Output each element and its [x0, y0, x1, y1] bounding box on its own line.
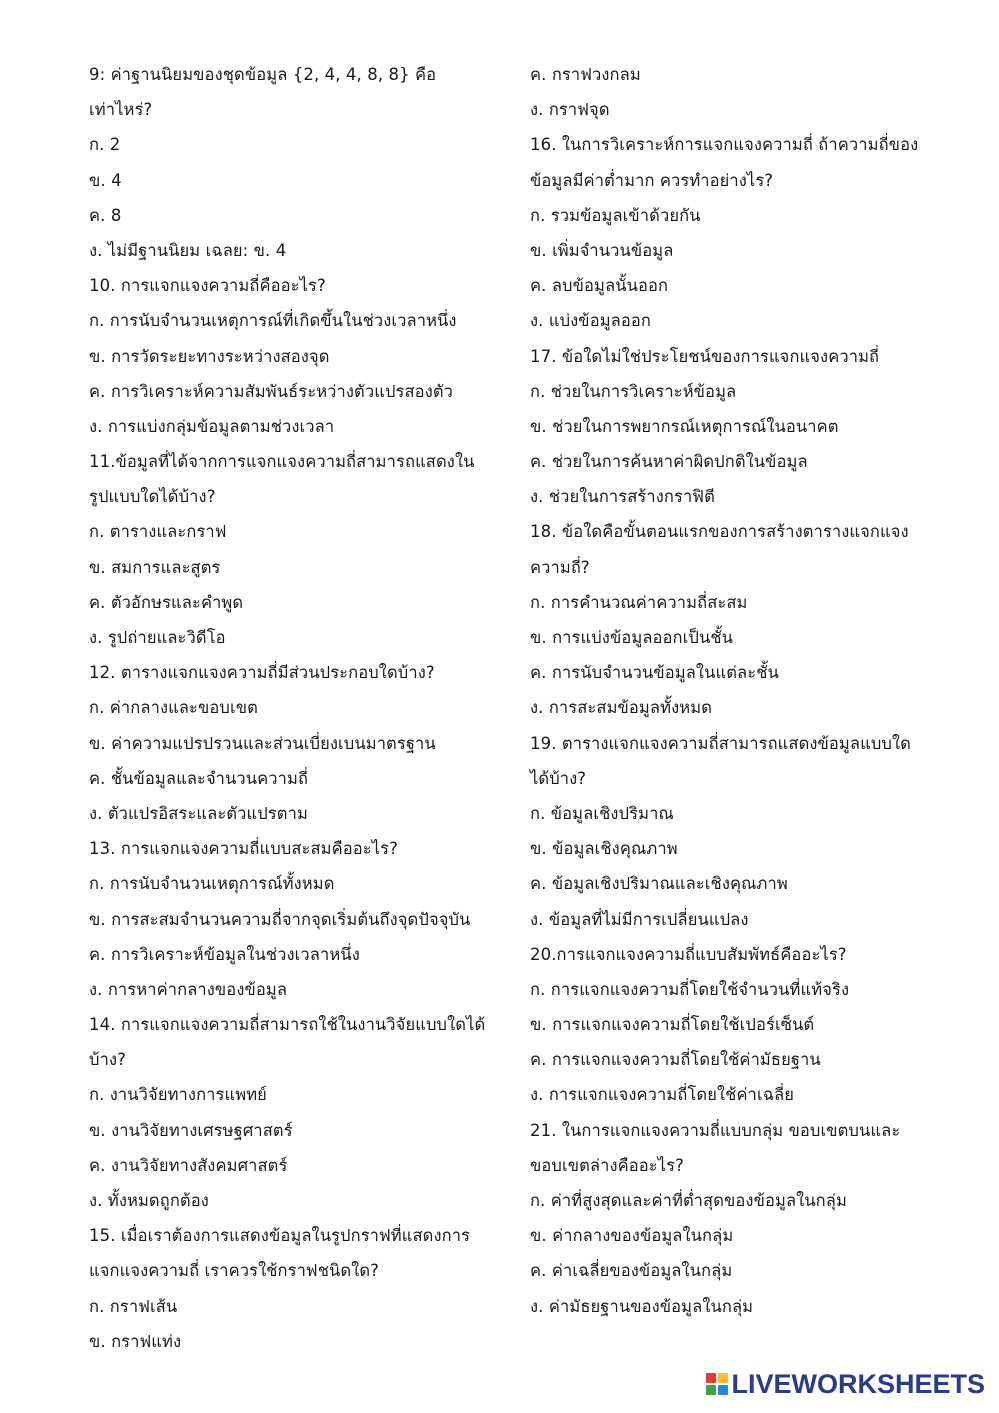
text-line: ง. การแจกแจงความถี่โดยใช้ค่าเฉลี่ย [530, 1085, 795, 1105]
text-line: ค. กราฟวงกลม [530, 65, 641, 84]
text-line: 14. การแจกแจงความถี่สามารถใช้ในงานวิจัยแบบใดได้ [89, 1015, 486, 1035]
text-line: ง. การสะสมข้อมูลทั้งหมด [530, 698, 713, 718]
text-line: ค. งานวิจัยทางสังคมศาสตร์ [89, 1155, 288, 1175]
text-line: ค. การแจกแจงความถี่โดยใช้ค่ามัธยฐาน [530, 1050, 821, 1070]
text-line: ข. กราฟแท่ง [89, 1331, 182, 1351]
text-line: 18. ข้อใดคือขั้นตอนแรกของการสร้างตารางแจกแจง [530, 522, 909, 542]
text-line: 9: ค่าฐานนิยมของชุดข้อมูล {2, 4, 4, 8, 8} คือ [89, 65, 437, 84]
text-line: ก. การคำนวณค่าความถี่สะสม [530, 592, 748, 612]
text-line: ข. ข้อมูลเชิงคุณภาพ [530, 839, 678, 859]
text-line: ง. ไม่มีฐานนิยม เฉลย: ข. 4 [89, 240, 287, 260]
text-line: ก. ช่วยในการวิเคราะห์ข้อมูล [530, 381, 737, 401]
text-line: ง. ช่วยในการสร้างกราฟิตี [530, 487, 715, 507]
text-line: ค. การนับจำนวนข้อมูลในแต่ละชั้น [530, 663, 779, 683]
text-line: ง. การแบ่งกลุ่มข้อมูลตามช่วงเวลา [89, 416, 335, 436]
text-line: ข. สมการและสูตร [89, 557, 221, 577]
right-column [530, 57, 930, 1324]
text-line: ง. แบ่งข้อมูลออก [530, 311, 651, 331]
text-line: ก. 2 [89, 135, 121, 155]
text-line: ข้อมูลมีค่าต่ำมาก ควรทำอย่างไร? [530, 170, 774, 190]
text-line: 16. ในการวิเคราะห์การแจกแจงความถี่ ถ้าความถี่ของ [530, 135, 919, 155]
text-line: ก. งานวิจัยทางการแพทย์ [89, 1085, 267, 1105]
text-line: 12. ตารางแจกแจงความถี่มีส่วนประกอบใดบ้าง? [89, 663, 435, 683]
text-line: ค. การวิเคราะห์ความสัมพันธ์ระหว่างตัวแปรสองตัว [89, 381, 454, 401]
text-line: ข. เพิ่มจำนวนข้อมูล [530, 240, 674, 260]
text-line: ง. ข้อมูลที่ไม่มีการเปลี่ยนแปลง [530, 909, 749, 929]
text-line: ก. ค่ากลางและขอบเขต [89, 698, 258, 718]
liveworksheets-logo-icon [706, 1373, 728, 1395]
text-line: ก. ค่าที่สูงสุดและค่าที่ต่ำสุดของข้อมูลในกลุ่ม [530, 1191, 847, 1210]
text-line: 15. เมื่อเราต้องการแสดงข้อมูลในรูปกราฟที่แสดงการ [89, 1226, 471, 1246]
text-line: 20.การแจกแจงความถี่แบบสัมพัทธ์คืออะไร? [530, 944, 847, 964]
text-line: 10. การแจกแจงความถี่คืออะไร? [89, 276, 326, 296]
text-line: ค. ตัวอักษรและคำพูด [89, 592, 244, 612]
text-line: ก. ข้อมูลเชิงปริมาณ [530, 803, 674, 823]
text-line: ขอบเขตล่างคืออะไร? [530, 1155, 684, 1175]
text-line: ง. กราฟจุด [530, 100, 610, 120]
text-line: 19. ตารางแจกแจงความถี่สามารถแสดงข้อมูลแบบใด [530, 733, 911, 753]
text-line: ก. การนับจำนวนเหตุการณ์ที่เกิดขึ้นในช่วงเวลาหนึ่ง [89, 311, 457, 331]
text-line: ข. การแจกแจงความถี่โดยใช้เปอร์เซ็นต์ [530, 1015, 815, 1035]
text-line: ความถี่? [530, 557, 590, 577]
text-line: ค. ข้อมูลเชิงปริมาณและเชิงคุณภาพ [530, 874, 788, 894]
text-line: รูปแบบใดได้บ้าง? [89, 487, 216, 507]
text-line: ข. การวัดระยะทางระหว่างสองจุด [89, 346, 330, 366]
text-line: ข. ค่าความแปรปรวนและส่วนเบี่ยงเบนมาตรฐาน [89, 733, 436, 753]
text-line: ข. การสะสมจำนวนความถี่จากจุดเริ่มต้นถึงจุดปัจจุบัน [89, 909, 471, 929]
text-line: 11.ข้อมูลที่ได้จากการแจกแจงความถี่สามารถแสดงใน [89, 452, 475, 472]
text-line: ง. ค่ามัธยฐานของข้อมูลในกลุ่ม [530, 1296, 754, 1316]
text-line: 13. การแจกแจงความถี่แบบสะสมคืออะไร? [89, 839, 398, 859]
text-line: ข. ค่ากลางของข้อมูลในกลุ่ม [530, 1226, 734, 1246]
text-line: 21. ในการแจกแจงความถี่แบบกลุ่ม ขอบเขตบนและ [530, 1120, 901, 1140]
text-line: ง. การหาค่ากลางของข้อมูล [89, 979, 288, 999]
text-line: ง. ตัวแปรอิสระและตัวแปรตาม [89, 803, 308, 823]
text-line: ง. ทั้งหมดถูกต้อง [89, 1191, 209, 1210]
text-line: ข. ช่วยในการพยากรณ์เหตุการณ์ในอนาคต [530, 416, 839, 436]
logo-text: LIVEWORKSHEETS [731, 1369, 985, 1399]
text-line: ก. กราฟเส้น [89, 1296, 178, 1316]
text-line: ค. ลบข้อมูลนั้นออก [530, 276, 669, 296]
text-line: เท่าไหร่? [89, 100, 153, 120]
left-column [89, 57, 489, 1359]
text-line: ค. ค่าเฉลี่ยของข้อมูลในกลุ่ม [530, 1261, 733, 1281]
text-line: 17. ข้อใดไม่ใช่ประโยชน์ของการแจกแจงความถี่ [530, 346, 880, 366]
text-line: ข. งานวิจัยทางเศรษฐศาสตร์ [89, 1120, 293, 1140]
text-line: บ้าง? [89, 1050, 126, 1070]
text-line: ค. 8 [89, 205, 122, 225]
text-line: ค. ชั้นข้อมูลและจำนวนความถี่ [89, 768, 309, 788]
text-line: ข. 4 [89, 170, 122, 190]
text-line: แจกแจงความถี่ เราควรใช้กราฟชนิดใด? [89, 1261, 380, 1281]
text-line: ง. รูปถ่ายและวิดีโอ [89, 628, 226, 647]
text-line: ก. การนับจำนวนเหตุการณ์ทั้งหมด [89, 874, 335, 894]
text-line: ก. ตารางและกราฟ [89, 522, 227, 542]
text-line: ได้บ้าง? [530, 768, 587, 788]
liveworksheets-logo[interactable] [706, 1369, 985, 1399]
text-line: ก. การแจกแจงความถี่โดยใช้จำนวนที่แท้จริง [530, 979, 850, 999]
text-line: ก. รวมข้อมูลเข้าด้วยกัน [530, 205, 701, 225]
text-line: ค. ช่วยในการค้นหาค่าผิดปกติในข้อมูล [530, 452, 808, 472]
text-line: ค. การวิเคราะห์ข้อมูลในช่วงเวลาหนึ่ง [89, 944, 360, 964]
text-line: ข. การแบ่งข้อมูลออกเป็นชั้น [530, 628, 734, 647]
